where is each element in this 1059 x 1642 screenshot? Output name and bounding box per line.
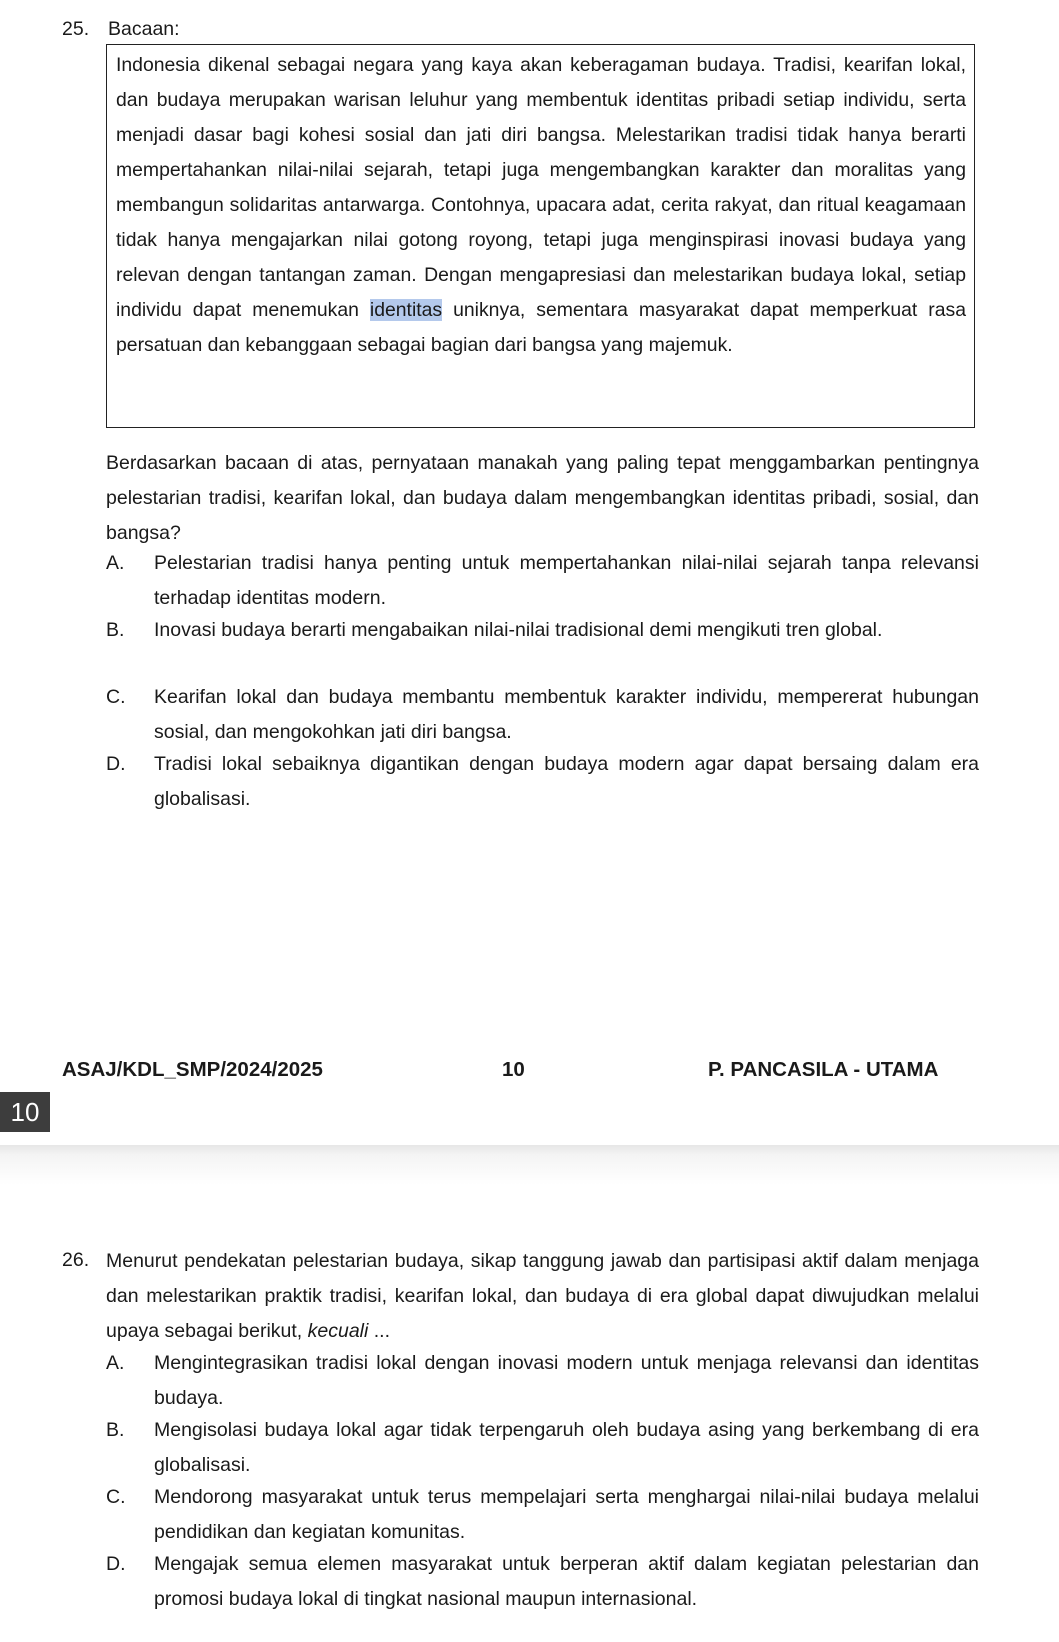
reading-text-part-2: uniknya, sementara masyarakat dapat memperkuat rasa persatuan dan kebanggaan sebagai bagian dari bangsa yang majemuk. <box>116 299 966 356</box>
option-letter: D. <box>106 753 126 775</box>
option-text: Kearifan lokal dan budaya membantu membentuk karakter individu, mempererat hubungan sosial, dan mengokohkan jati diri bangsa. <box>154 686 979 743</box>
viewer-page-badge: 10 <box>0 1092 50 1132</box>
footer-page-number: 10 <box>502 1058 525 1081</box>
option-text: Mengisolasi budaya lokal agar tidak terpengaruh oleh budaya asing yang berkembang di era globalisasi. <box>154 1419 979 1476</box>
footer-exam-code: ASAJ/KDL_SMP/2024/2025 <box>62 1058 323 1081</box>
question-25-option-c <box>106 680 979 750</box>
footer-subject: P. PANCASILA - UTAMA <box>708 1058 939 1081</box>
option-letter: D. <box>106 1553 126 1575</box>
question-25-stem: Berdasarkan bacaan di atas, pernyataan manakah yang paling tepat menggambarkan pentingnya pelestarian tradisi, kearifan lokal, dan budaya dalam mengembangkan identitas pribadi, sosial, dan bangsa? <box>106 452 979 544</box>
question-25-number: 25. <box>62 18 90 40</box>
option-text: Pelestarian tradisi hanya penting untuk mempertahankan nilai-nilai sejarah tanpa relevansi terhadap identitas modern. <box>154 552 979 609</box>
option-letter: C. <box>106 686 126 708</box>
question-26-emphasis: kecuali <box>307 1320 369 1342</box>
question-26-stem <box>106 1244 979 1349</box>
reading-passage-box <box>106 44 975 428</box>
option-text: Inovasi budaya berarti mengabaikan nilai-nilai tradisional demi mengikuti tren global. <box>154 619 883 641</box>
question-26-option-c <box>106 1480 979 1550</box>
question-26-number: 26. <box>62 1249 90 1271</box>
exam-page-11 <box>0 1150 1059 1642</box>
question-25-heading: Bacaan: <box>108 18 180 40</box>
question-25-option-b <box>106 613 979 648</box>
option-letter: A. <box>106 552 125 574</box>
option-letter: B. <box>106 1419 125 1441</box>
question-26-option-a <box>106 1346 979 1416</box>
option-text: Mendorong masyarakat untuk terus mempelajari serta menghargai nilai-nilai budaya melalui pendidikan dan kegiatan komunitas. <box>154 1486 979 1543</box>
option-letter: A. <box>106 1352 125 1374</box>
option-text: Mengajak semua elemen masyarakat untuk berperan aktif dalam kegiatan pelestarian dan promosi budaya lokal di tingkat nasional maupun internasional. <box>154 1553 979 1610</box>
option-text: Mengintegrasikan tradisi lokal dengan inovasi modern untuk menjaga relevansi dan identitas budaya. <box>154 1352 979 1409</box>
question-26-text: Menurut pendekatan pelestarian budaya, sikap tanggung jawab dan partisipasi aktif dalam menjaga dan melestarikan praktik tradisi, kearifan lokal, dan budaya di era global dapat diwujudkan melalui upaya sebagai berikut, <box>106 1250 979 1342</box>
question-26-option-d <box>106 1547 979 1617</box>
selected-text-highlight[interactable]: identitas <box>369 299 443 321</box>
option-text: Tradisi lokal sebaiknya digantikan dengan budaya modern agar dapat bersaing dalam era globalisasi. <box>154 753 979 810</box>
question-26-ellipsis: ... <box>368 1320 391 1342</box>
option-letter: C. <box>106 1486 126 1508</box>
question-26-option-b <box>106 1413 979 1483</box>
question-25-option-d <box>106 747 979 817</box>
reading-text-part-1: Indonesia dikenal sebagai negara yang kaya akan keberagaman budaya. Tradisi, kearifan lokal, dan budaya merupakan warisan leluhur yang membentuk identitas pribadi setiap individu, serta menjadi dasar bagi kohesi sosial dan jati diri bangsa. Melestarikan tradisi tidak hanya berarti mempertahankan nilai-nilai sejarah, tetapi juga mengembangkan karakter dan moralitas yang membangun solidaritas antarwarga. Contohnya, upacara adat, cerita rakyat, dan ritual keagamaan tidak hanya mengajarkan nilai gotong royong, tetapi juga menginspirasi inovasi budaya yang relevan dengan tantangan zaman. Dengan mengapresiasi dan melestarikan budaya lokal, setiap individu dapat menemukan <box>116 54 966 321</box>
question-25-option-a <box>106 546 979 616</box>
option-letter: B. <box>106 619 125 641</box>
